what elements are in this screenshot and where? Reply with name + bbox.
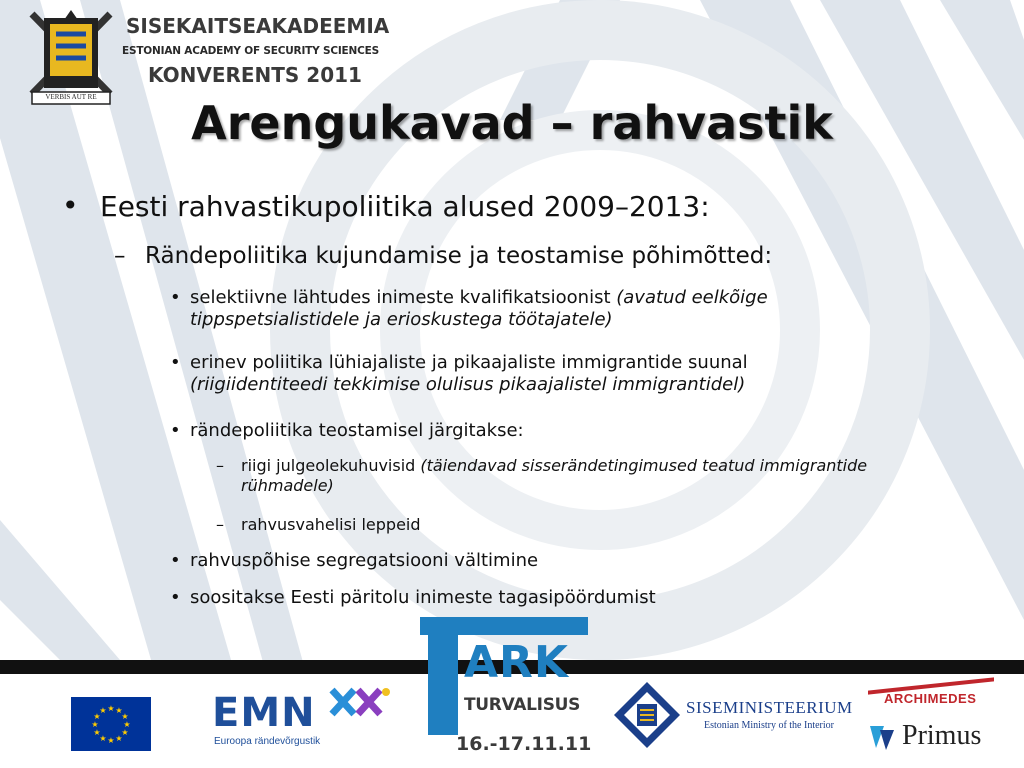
bullet-marker: • xyxy=(170,550,181,571)
ministry-subtitle: Estonian Ministry of the Interior xyxy=(704,720,834,731)
svg-text:★: ★ xyxy=(115,706,123,715)
bullet-marker: • xyxy=(170,287,181,308)
eu-flag xyxy=(71,697,151,751)
emn-subtitle: Euroopa rändevõrgustik xyxy=(214,736,321,747)
archimedes-logo xyxy=(868,684,998,712)
svg-text:★: ★ xyxy=(123,720,131,729)
bullet-marker: • xyxy=(62,189,79,222)
emn-stars-icon xyxy=(324,684,394,724)
primus-icon xyxy=(866,720,898,752)
svg-text:★: ★ xyxy=(107,736,115,745)
item-soositakse: soositakse Eesti päritolu inimeste tagasipöördumist xyxy=(190,587,656,608)
item-randepoliitika-teostamisel: rändepoliitika teostamisel järgitakse: xyxy=(190,420,524,441)
academy-logo xyxy=(26,6,116,106)
svg-text:★: ★ xyxy=(93,728,101,737)
tark-wordmark: ARK xyxy=(464,637,570,688)
ministry-emblem-icon xyxy=(612,680,682,750)
item-riigi-note-cont: rühmadele) xyxy=(241,475,334,495)
svg-text:★: ★ xyxy=(91,720,99,729)
svg-text:★: ★ xyxy=(99,734,107,743)
dash-marker: – xyxy=(216,456,224,475)
turvalisus-label: TURVALISUS xyxy=(464,695,581,715)
item-riigi-note: (täiendavad sisserändetingimused teatud immigrantide xyxy=(420,456,868,475)
ministry-name: SISEMINISTEERIUM xyxy=(686,698,853,717)
dash-marker: – xyxy=(114,243,126,269)
item-rahvusvahelisi-leppeid: rahvusvahelisi leppeid xyxy=(241,515,421,534)
item-erinev-poliitika xyxy=(190,352,950,396)
item-selektiivne xyxy=(190,287,950,331)
tark-logo xyxy=(420,617,592,763)
org-subtitle: ESTONIAN ACADEMY OF SECURITY SCIENCES xyxy=(122,45,379,57)
item-selektiivne-note: (avatud eelkõige xyxy=(616,287,768,308)
emn-wordmark: EMN xyxy=(212,690,316,736)
tark-t-stem xyxy=(428,635,458,735)
primus-logo xyxy=(866,718,1006,758)
primus-wordmark: Primus xyxy=(902,720,982,751)
bullet-marker: • xyxy=(170,352,181,373)
academy-crest-icon xyxy=(26,6,116,106)
item-selektiivne-text: selektiivne lähtudes inimeste kvalifikatsioonist xyxy=(190,287,611,308)
ministry-logo xyxy=(612,680,860,750)
svg-text:★: ★ xyxy=(107,704,115,713)
svg-text:★: ★ xyxy=(93,712,101,721)
item-erinev-note: (riigiidentiteedi tekkimise olulisus pikaajalistel immigrantidel) xyxy=(190,373,746,395)
bullet-marker: • xyxy=(170,587,181,608)
tark-t-bar xyxy=(420,617,588,635)
item-riigi-julgeolekuhuvisid xyxy=(241,456,981,495)
bullet-eesti-rahvastikupoliitika: Eesti rahvastikupoliitika alused 2009–2013: xyxy=(100,190,710,223)
dash-marker: – xyxy=(216,515,224,534)
org-name: SISEKAITSEAKADEEMIA xyxy=(126,14,390,38)
svg-text:★: ★ xyxy=(121,728,129,737)
svg-text:★: ★ xyxy=(115,734,123,743)
sub-randepoliitika: Rändepoliitika kujundamise ja teostamise põhimõtted: xyxy=(145,243,773,269)
svg-text:★: ★ xyxy=(121,712,129,721)
emn-logo xyxy=(212,684,402,754)
page-title: Arengukavad – rahvastik xyxy=(191,96,833,150)
conference-dates: 16.-17.11.11 xyxy=(456,733,592,755)
item-rahvusphise-segregatsiooni: rahvuspõhise segregatsiooni vältimine xyxy=(190,550,539,571)
conference-label: KONVERENTS 2011 xyxy=(148,63,362,87)
item-riigi-text: riigi julgeolekuhuvisid xyxy=(241,456,416,475)
archimedes-wordmark: ARCHIMEDES xyxy=(884,691,977,706)
logo-motto: VERBIS AUT RE xyxy=(45,93,97,101)
item-selektiivne-note-cont: tippspetsialistidele ja erioskustega töötajatele) xyxy=(190,308,613,330)
item-erinev-text: erinev poliitika lühiajaliste ja pikaajaliste immigrantide suunal xyxy=(190,352,748,373)
eu-flag-icon xyxy=(71,697,151,751)
svg-text:★: ★ xyxy=(99,706,107,715)
bullet-marker: • xyxy=(170,420,181,441)
